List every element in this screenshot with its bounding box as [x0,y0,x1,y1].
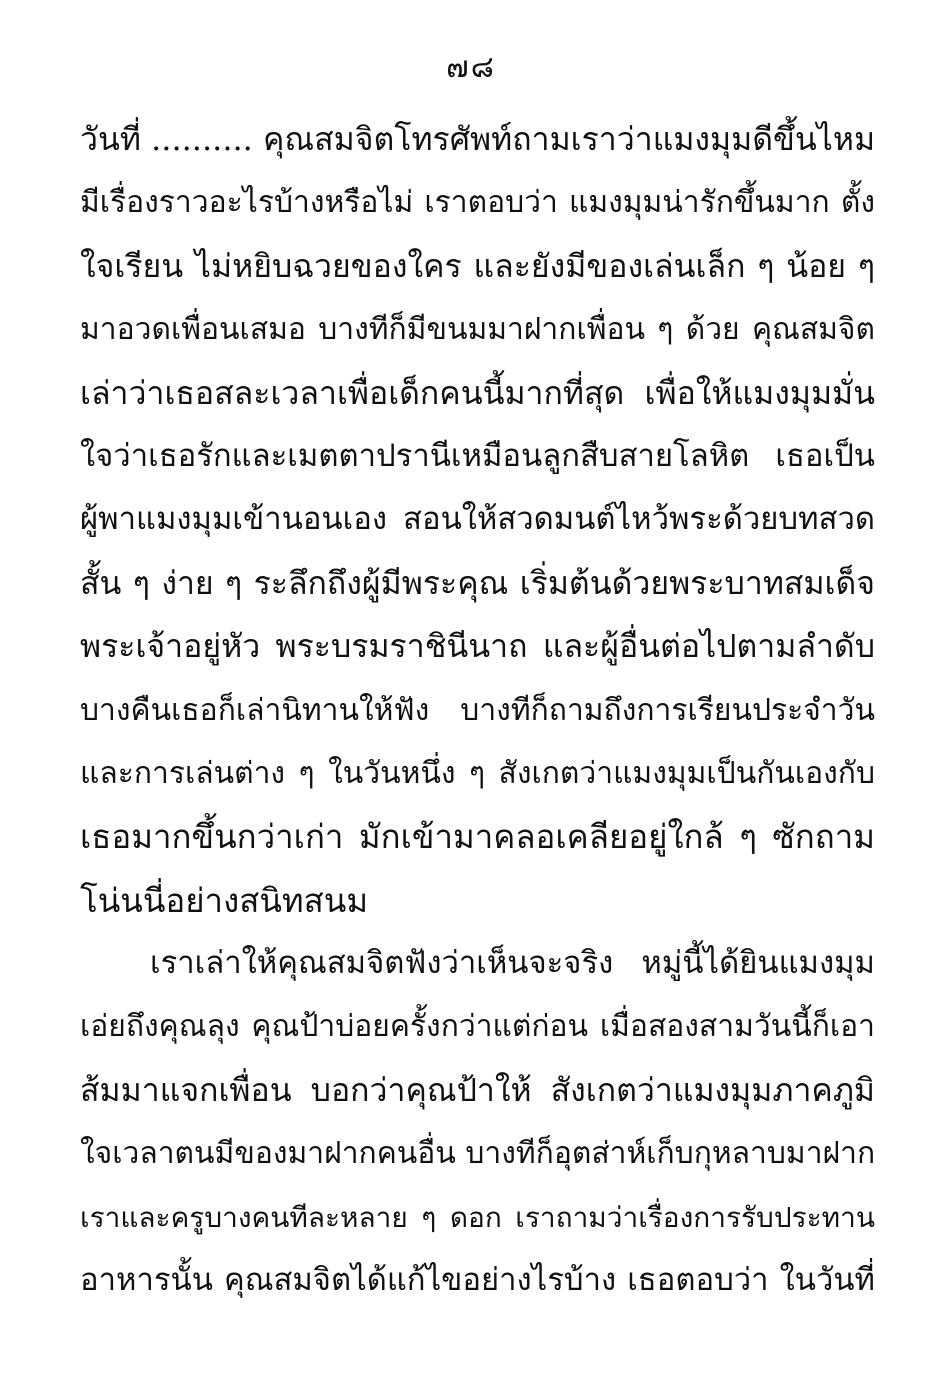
text-line: ใจว่าเธอรักและเมตตาปรานีเหมือนลูกสืบสายโลหิต เธอเป็น [80,437,875,474]
text-line: ผู้พาแมงมุมเข้านอนเอง สอนให้สวดมนต์ไหว้พระด้วยบทสวด [80,501,875,538]
text-line: สั้น ๆ ง่าย ๆ ระลึกถึงผู้มีพระคุณ เริ่มต้นด้วยพระบาทสมเด็จ [80,563,875,602]
text-line: ใจเวลาตนมีของมาฝากคนอื่น บางทีก็อุตส่าห์เก็บกุหลาบมาฝาก [80,1136,875,1172]
text-line: มีเรื่องราวอะไรบ้างหรือไม่ เราตอบว่า แมงมุมน่ารักขึ้นมาก ตั้ง [80,185,875,221]
text-line: ใจเรียน ไม่หยิบฉวยของใคร และยังมีของเล่นเล็ก ๆ น้อย ๆ [80,246,875,285]
text-line: เล่าว่าเธอสละเวลาเพื่อเด็กคนนี้มากที่สุด เพื่อให้แมงมุมมั่น [80,373,875,412]
text-line: และการเล่นต่าง ๆ ในวันหนึ่ง ๆ สังเกตว่าแมงมุมเป็นกันเองกับ [80,755,875,791]
body-text [80,108,875,1312]
text-line: บางคืนเธอก็เล่านิทานให้ฟัง บางทีก็ถามถึงการเรียนประจำวัน [80,692,875,728]
text-line: อาหารนั้น คุณสมจิตได้แก้ไขอย่างไรบ้าง เธอตอบว่า ในวันที่ [80,1262,875,1299]
text-line: มาอวดเพื่อนเสมอ บางทีก็มีขนมมาฝากเพื่อน ๆ ด้วย คุณสมจิต [80,312,875,348]
text-line: เราเล่าให้คุณสมจิตฟังว่าเห็นจะจริง หมู่นี้ได้ยินแมงมุม [150,945,875,982]
text-line: เอ่ยถึงคุณลุง คุณป้าบ่อยครั้งกว่าแต่ก่อน เมื่อสองสามวันนี้ก็เอา [80,1009,875,1045]
text-line: ส้มมาแจกเพื่อน บอกว่าคุณป้าให้ สังเกตว่าแมงมุมภาคภูมิ [80,1070,875,1109]
text-line: พระเจ้าอยู่หัว พระบรมราชินีนาถ และผู้อื่นต่อไปตามลำดับ [80,627,875,666]
text-line: วันที่ .......... คุณสมจิตโทรศัพท์ถามเราว่าแมงมุมดีขึ้นไหม [80,120,875,158]
text-line: เราและครูบางคนทีละหลาย ๆ ดอก เราถามว่าเรื่องการรับประทาน [80,1200,875,1234]
text-line: โน่นนี่อย่างสนิทสนม [80,880,369,920]
text-line: เธอมากขึ้นกว่าเก่า มักเข้ามาคลอเคลียอยู่ใกล้ ๆ ซักถาม [80,817,875,857]
page-number: ๗๘ [446,50,496,85]
